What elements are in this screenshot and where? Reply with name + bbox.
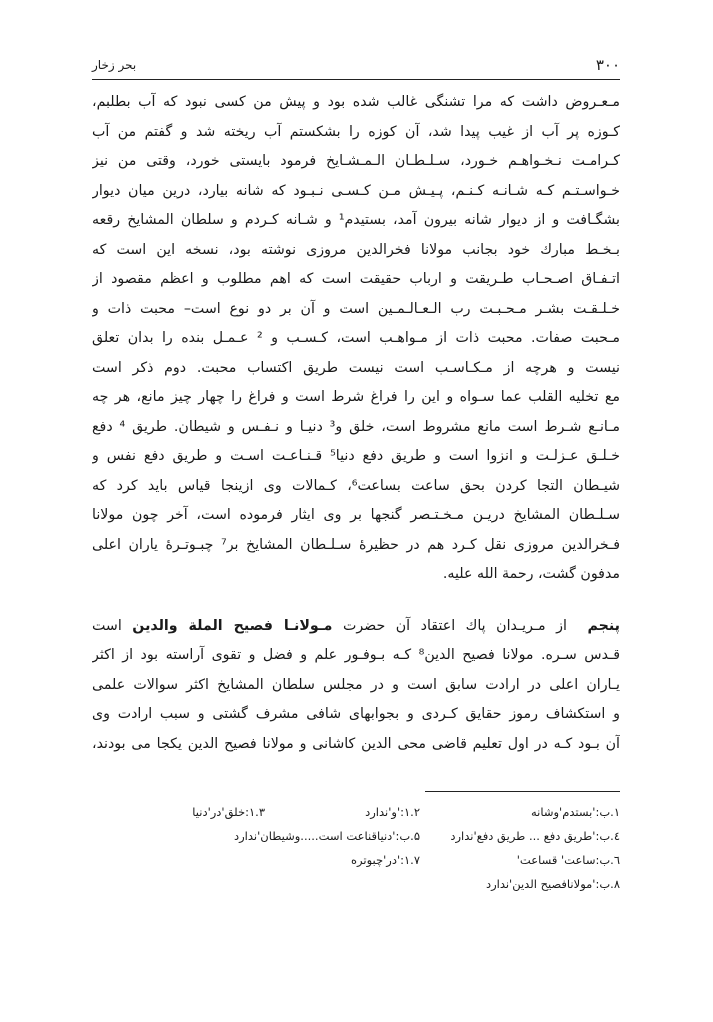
text-line: بشگـافت و از دیوار شانه بیرون آمد، بستیدم¹ و شـانه کـردم و سلطان المشایخ رقعه <box>92 212 620 228</box>
footnote: ٦.ب:ساعت' قساعت' <box>516 853 620 867</box>
bold-name: مـولانـا فصیح الملة والدین <box>132 617 333 634</box>
footnote-row <box>92 872 620 896</box>
text-line: مع تخلیه القلب عما سـواه و این را فراغ شرط است و فراغ را چهار چیز مانع، هر چه <box>92 389 620 405</box>
paragraph-first-line <box>92 612 620 642</box>
body-text <box>92 88 620 759</box>
footnote: ٤.ب:'طریق دفع ... طریق دفع'ندارد <box>450 829 620 843</box>
text-line: و استکشاف رموز حقایق کـردی و بجوابهای شافی مشرف گشتی و سبب ارادت وی <box>92 706 620 722</box>
footnote: ۱.۳:خلق'در'دنیا <box>192 805 265 819</box>
section-heading: پنجم <box>587 617 620 634</box>
text-line: قـدس سـره. مولانا فصیح الدین⁸ کـه بـوفـور علم و فضل و تقوی آراسته بود از اکثر <box>92 647 620 663</box>
footnote: ۸.ب:'مولانافصیح الدین'ندارد <box>485 877 620 891</box>
text-line: خـلـقـت بشـر مـحـبـت رب الـعـالـمـین است و آن بر دو نوع است– محبت ذات و <box>92 300 620 317</box>
text-line: نیست و هرچه از مـکـاسـب است نیست طریق اکتساب محبت. دوم ذکر است <box>92 359 620 376</box>
footnote-row <box>92 800 620 824</box>
footnote: ۱.ب:'بستدم'وشانه <box>530 805 620 819</box>
footnote: ۱.۷:'در'چبوتره <box>351 853 420 867</box>
text-line: سـلـطان المشایخ دریـن مـخـتـصر گنجها بر وی ایثار فرموده است، آخر چون مولانا <box>92 507 620 523</box>
page-number: ۳۰۰ <box>595 56 620 74</box>
footnote-row <box>92 824 620 848</box>
footnote: ۱.۲:'و'ندارد <box>365 805 420 819</box>
page-header <box>92 56 620 78</box>
running-title: بحر زخار <box>92 58 137 72</box>
header-rule <box>92 79 620 80</box>
footnote-rule <box>425 791 620 792</box>
text-line: مدفون گشت، رحمة الله علیه. <box>442 566 620 582</box>
text-line: مـعـروض داشت که مرا تشنگی غالب شده بود و پیش من کسی نبود که آب بطلبم، <box>92 94 620 110</box>
text-line: بـخـط مبارك خود بجانب مولانا فخرالدین مروزی نوشته بود، نسخه این است که <box>92 241 620 258</box>
paragraph-gap <box>92 590 620 612</box>
text-line: آن بـود کـه در اول تعلیم قاضی محی الدین کاشانی و مولانا فصیح الدین یکجا می بودند، <box>92 735 620 752</box>
text-line: فـخرالدین مروزی نقل کـرد هم در حظیرهٔ سـلـطان المشایخ بر⁷ چبـوتـرهٔ یاران اعلی <box>92 536 620 553</box>
paragraph-2 <box>92 612 620 760</box>
text-line: کـوزه پر آب از غیب پیدا شد، آن کوزه را بشکستم آب ریخته شد و گفتم من آب <box>92 123 620 140</box>
text-line: یـاران اعلی در ارادت سابق است و در مجلس سلطان المشایخ اکثر سوالات علمی <box>92 676 620 693</box>
text-line: کـرامـت نـخـواهـم خـورد، سـلـطـان الـمـشـایخ فرمود بایستی خورد، وقتی من نیز <box>92 153 620 169</box>
text-line: مـانـع شـرط است مانع مشروط است، خلق و³ دنیـا و نـفـس و شیطان. طریق ⁴ دفع <box>92 418 620 435</box>
text-line: خـلـق عـزلـت و انزوا است و طریق دفع دنیا⁵ قـنـاعـت اسـت و طریق دفع نفس و <box>92 448 620 464</box>
text-run: از مـریـدان پاك اعتقاد آن حضرت <box>342 617 567 634</box>
paragraph-1 <box>92 88 620 590</box>
text-line: اتـفـاق اصـحـاب طـریقت و ارباب حقیقت است که اهم مطلوب و اعظم مقصود از <box>92 271 620 287</box>
text-line: مـحبت صفات. محبت ذات از مـواهـب است، کـسـب و ² عـمـل بنده را بدان تعلق <box>92 330 620 346</box>
footnotes <box>92 800 620 896</box>
text-run: است <box>92 617 122 634</box>
text-line: خـواسـتـم کـه شـانـه کـنـم، پـیـش مـن کـسـی نـبـود که شانه بیارد، درین میان دیوار <box>92 182 620 199</box>
text-line: شیـطان التجا کردن بحق ساعت بساعت⁶، کـمالات وی ازینجا قیاس باید کرد که <box>92 477 620 494</box>
footnote: ۵.ب:'دنیاقناعت است.....وشیطان'ندارد <box>234 829 420 843</box>
footnote-row <box>92 848 620 872</box>
